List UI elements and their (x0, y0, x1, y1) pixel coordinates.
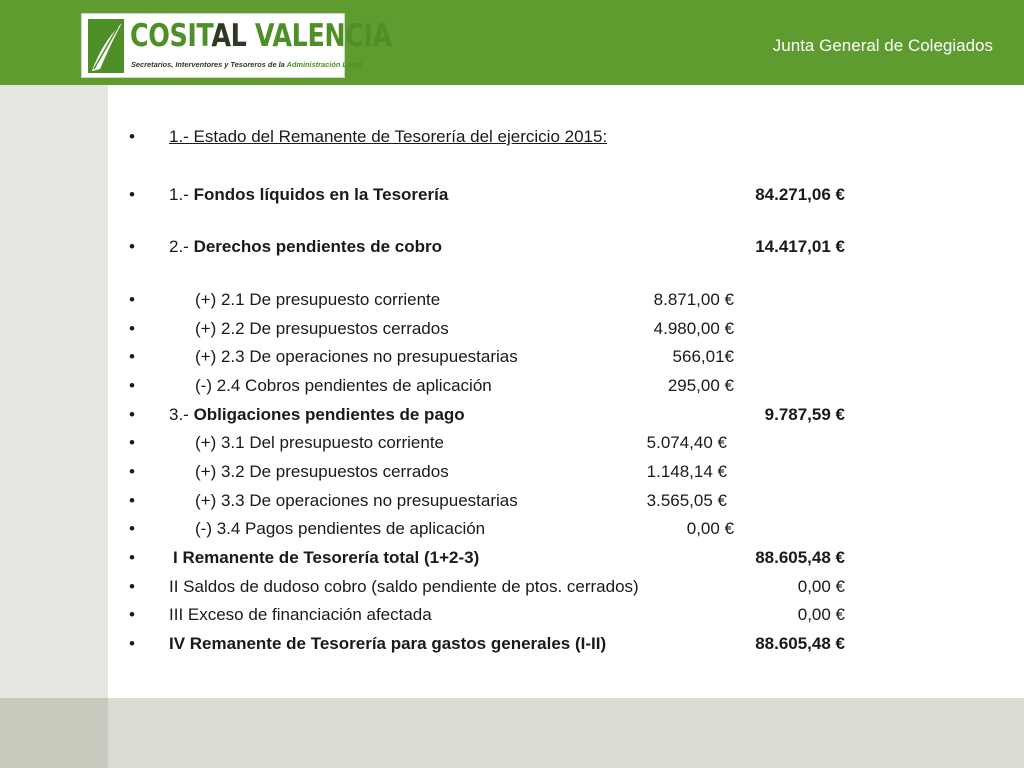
bullet: • (129, 462, 135, 481)
item-value: 566,01€ (672, 347, 734, 366)
section-title: 1.- Estado del Remanente de Tesorería del ejercicio 2015: (169, 127, 608, 146)
bullet: • (129, 290, 135, 309)
item-label: (+) 2.2 De presupuestos cerrados (195, 319, 449, 338)
bullet: • (129, 185, 135, 204)
item-value: 8.871,00 € (653, 290, 734, 309)
item-label: (+) 2.1 De presupuesto corriente (195, 290, 441, 309)
item-label: (+) 2.3 De operaciones no presupuestarias (195, 347, 518, 366)
bullet: • (129, 347, 135, 366)
bullet: • (129, 376, 135, 395)
bullet: • (129, 491, 135, 510)
bullet: • (129, 548, 135, 567)
item-label: III Exceso de financiación afectada (169, 605, 432, 624)
item-value: 0,00 € (797, 605, 845, 624)
item-value: 3.565,05 € (646, 491, 727, 510)
item-value: 88.605,48 € (755, 634, 845, 653)
item-value: 88.605,48 € (755, 548, 845, 567)
item-label: IV Remanente de Tesorería para gastos generales (I-II) (169, 634, 607, 653)
list-item (0, 123, 1024, 151)
list-item (0, 286, 1024, 314)
bullet: • (129, 634, 135, 653)
item-label: (+) 3.3 De operaciones no presupuestarias (195, 491, 518, 510)
list-item (0, 601, 1024, 629)
item-value: 295,00 € (667, 376, 734, 395)
list-item (0, 372, 1024, 400)
list-item (0, 544, 1024, 572)
item-label: I Remanente de Tesorería total (1+2-3) (173, 548, 480, 567)
bullet: • (129, 237, 135, 256)
list-item (0, 343, 1024, 371)
list-item (0, 429, 1024, 457)
item-label: (-) 2.4 Cobros pendientes de aplicación (195, 376, 492, 395)
item-value: 14.417,01 € (755, 237, 845, 256)
bullet: • (129, 577, 135, 596)
list-item (0, 487, 1024, 515)
footer-left-block (0, 698, 108, 768)
item-label: (+) 3.1 Del presupuesto corriente (195, 433, 444, 452)
logo-subtitle: Secretarios, Interventores y Tesoreros de la Administración Local (131, 60, 362, 69)
list-item (0, 181, 1024, 209)
item-value: 1.148,14 € (646, 462, 727, 481)
item-label: II Saldos de dudoso cobro (saldo pendiente de ptos. cerrados) (169, 577, 639, 596)
item-value: 5.074,40 € (646, 433, 727, 452)
bullet: • (129, 605, 135, 624)
item-value: 84.271,06 € (755, 185, 845, 204)
item-label: (+) 3.2 De presupuestos cerrados (195, 462, 449, 481)
logo-title: COSITAL VALENCIA (130, 18, 392, 54)
item-value: 9.787,59 € (764, 405, 845, 424)
item-value: 0,00 € (686, 519, 734, 538)
item-label: 1.- Fondos líquidos en la Tesorería (169, 185, 449, 204)
bullet: • (129, 127, 135, 146)
bullet: • (129, 319, 135, 338)
list-item (0, 515, 1024, 543)
list-item (0, 315, 1024, 343)
header-title: Junta General de Colegiados (772, 36, 993, 55)
bullet: • (129, 433, 135, 452)
item-label: 2.- Derechos pendientes de cobro (169, 237, 443, 256)
item-label: 3.- Obligaciones pendientes de pago (169, 405, 465, 424)
footer-band (108, 698, 1024, 768)
list-item (0, 401, 1024, 429)
item-value: 0,00 € (797, 577, 845, 596)
bullet: • (129, 405, 135, 424)
bullet: • (129, 519, 135, 538)
list-item (0, 458, 1024, 486)
item-label: (-) 3.4 Pagos pendientes de aplicación (195, 519, 486, 538)
list-item (0, 573, 1024, 601)
list-item (0, 630, 1024, 658)
list-item (0, 233, 1024, 261)
item-value: 4.980,00 € (653, 319, 734, 338)
